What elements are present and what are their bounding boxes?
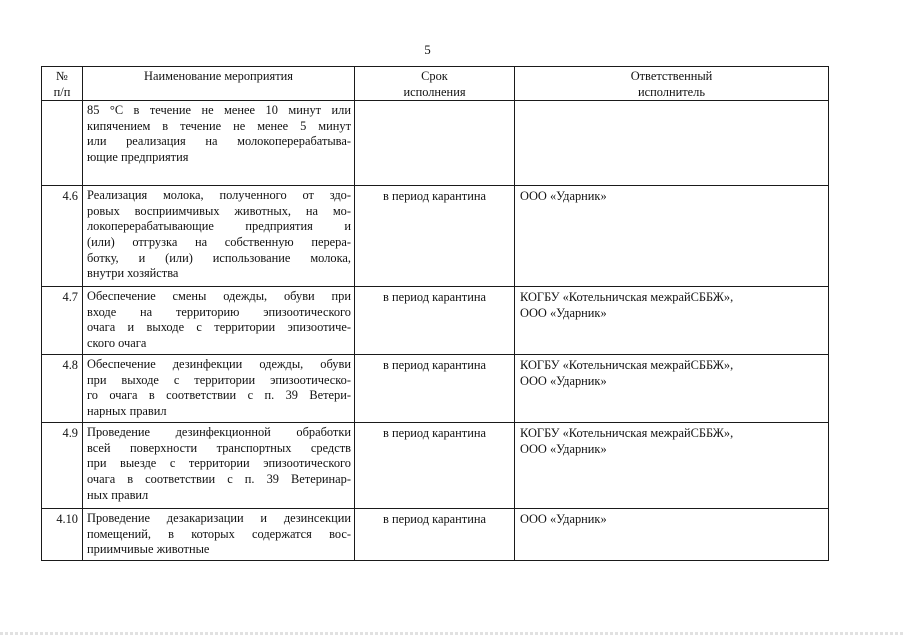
measure-name-line: очага и выходе с территории эпизоотиче- (87, 320, 351, 335)
row-number: 4.8 (42, 355, 83, 423)
measure-name-line: Проведение дезинфекционной обработки (87, 425, 351, 440)
scan-edge-artifact (0, 632, 905, 635)
table-body (42, 101, 829, 561)
measure-name-line: входе на территорию эпизоотического (87, 304, 351, 319)
measure-name-line: при выезде с территории эпизоотического (87, 456, 351, 471)
measure-name (83, 186, 355, 287)
header-responsible-line: Ответственный (630, 69, 713, 83)
measure-name-line: ровых восприимчивых животных, на мо- (87, 203, 351, 218)
header-name-line: Наименование мероприятия (144, 69, 293, 83)
responsible-executor-line: ООО «Ударник» (520, 305, 607, 320)
execution-term: в период карантина (355, 287, 515, 355)
measure-name-line: нарных правил (87, 403, 167, 418)
measure-name-line: помещений, в которых содержатся вос- (87, 526, 351, 541)
measure-name-line: ющие предприятия (87, 149, 189, 164)
measures-table (41, 66, 829, 561)
row-number (42, 101, 83, 186)
measure-name-line: при выходе с территории эпизоотическо- (87, 372, 351, 387)
responsible-executor-line: ООО «Ударник» (520, 189, 607, 204)
execution-term: в период карантина (355, 423, 515, 509)
measure-name-line: приимчивые животные (87, 542, 210, 557)
execution-term: в период карантина (355, 509, 515, 561)
page-number: 5 (424, 42, 431, 57)
measure-name-line: внутри хозяйства (87, 266, 179, 281)
header-responsible (515, 67, 829, 101)
responsible-executor-line: ООО «Ударник» (520, 373, 607, 388)
measure-name-line: 85 °С в течение не менее 10 минут или (87, 103, 351, 118)
measure-name-line: всей поверхности транспортных средств (87, 440, 351, 455)
table-header-row (42, 67, 829, 101)
measure-name (83, 287, 355, 355)
measure-name (83, 355, 355, 423)
measure-name-line: (или) отгрузка на собственную перера- (87, 234, 351, 249)
header-term (355, 67, 515, 101)
header-term-line: Срок (421, 69, 448, 83)
measure-name (83, 101, 355, 186)
header-term-line: исполнения (403, 84, 466, 99)
row-number: 4.6 (42, 186, 83, 287)
measure-name-line: Обеспечение дезинфекции одежды, обуви (87, 357, 351, 372)
responsible-executor (515, 186, 829, 287)
header-responsible-line: исполнитель (638, 84, 705, 99)
row-number: 4.7 (42, 287, 83, 355)
measure-name-line: го очага в соответствии с п. 39 Ветери- (87, 388, 351, 403)
measure-name-line: локоперерабатывающие предприятия и (87, 219, 351, 234)
responsible-executor-line: КОГБУ «Котельничская межрайСББЖ», (520, 358, 734, 373)
responsible-executor (515, 355, 829, 423)
header-num-line: № (56, 69, 68, 83)
measure-name-line: кипячением в течение не менее 5 минут (87, 118, 351, 133)
measure-name-line: очага в соответствии с п. 39 Ветеринар- (87, 471, 351, 486)
responsible-executor-line: КОГБУ «Котельничская межрайСББЖ», (520, 290, 734, 305)
measure-name-line: Проведение дезакаризации и дезинсекции (87, 511, 351, 526)
responsible-executor-line: КОГБУ «Котельничская межрайСББЖ», (520, 426, 734, 441)
table-row (42, 186, 829, 287)
table-row (42, 355, 829, 423)
table-row (42, 509, 829, 561)
header-num-line: п/п (53, 84, 71, 99)
table-row (42, 287, 829, 355)
measure-name-line: ных правил (87, 487, 149, 502)
responsible-executor-line: ООО «Ударник» (520, 512, 607, 527)
measure-name (83, 509, 355, 561)
row-number: 4.10 (42, 509, 83, 561)
execution-term: в период карантина (355, 186, 515, 287)
header-name (83, 67, 355, 101)
measure-name-line: ского очага (87, 335, 147, 350)
responsible-executor (515, 423, 829, 509)
measure-name-line: Реализация молока, полученного от здо- (87, 188, 351, 203)
measure-name (83, 423, 355, 509)
responsible-executor (515, 101, 829, 186)
table-row (42, 423, 829, 509)
execution-term (355, 101, 515, 186)
header-num (42, 67, 83, 101)
measure-name-line: или реализация на молокоперерабатыва- (87, 134, 351, 149)
table-row (42, 101, 829, 186)
measure-name-line: ботку, и (или) использование молока, (87, 250, 351, 265)
responsible-executor (515, 287, 829, 355)
measure-name-line: Обеспечение смены одежды, обуви при (87, 289, 351, 304)
row-number: 4.9 (42, 423, 83, 509)
responsible-executor-line: ООО «Ударник» (520, 441, 607, 456)
execution-term: в период карантина (355, 355, 515, 423)
responsible-executor (515, 509, 829, 561)
